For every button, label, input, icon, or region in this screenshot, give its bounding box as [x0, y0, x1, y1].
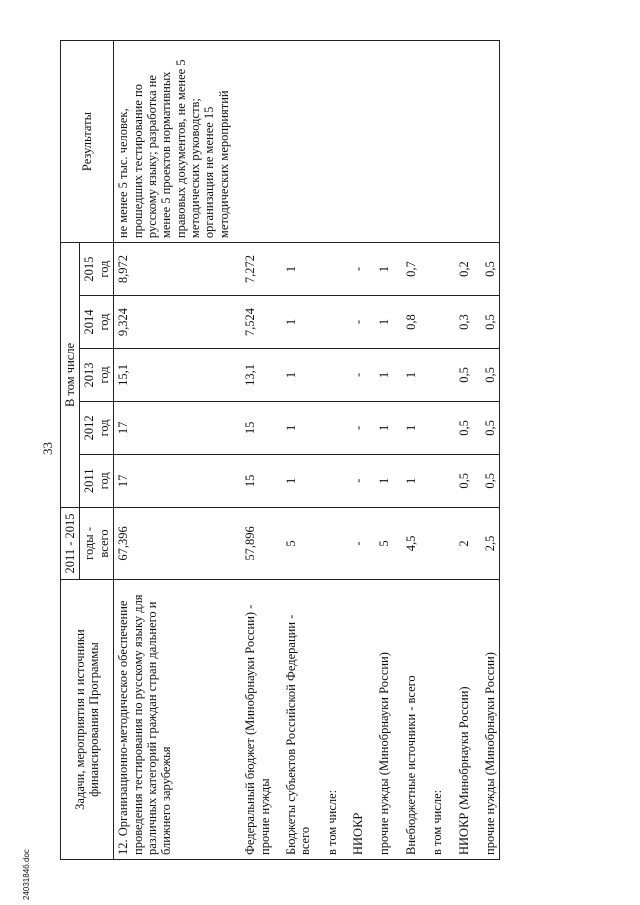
row-year-value: 0,3 — [447, 296, 473, 349]
row-year-value: 1 — [367, 296, 393, 349]
row-year-value: 1 — [274, 296, 315, 349]
row-year-value: 17 — [114, 401, 234, 454]
row-year-value — [315, 243, 341, 296]
row-total: 2 — [447, 507, 473, 579]
row-year-value: 0,5 — [473, 243, 500, 296]
row-year-value: 0,5 — [473, 401, 500, 454]
row-result — [447, 41, 473, 243]
row-year-value: 9,324 — [114, 296, 234, 349]
header-including: В том числе — [61, 243, 80, 508]
row-result — [274, 41, 315, 243]
footer-filename: 2403184б.doc — [22, 849, 31, 900]
row-task: Бюджеты субъектов Российской Федерации - всего — [274, 580, 315, 860]
page-number: 33 — [40, 442, 55, 455]
row-year-value: 0,5 — [473, 296, 500, 349]
table-row — [341, 41, 367, 860]
row-year-value: 0,5 — [447, 348, 473, 401]
row-year-value: 15 — [233, 454, 274, 507]
row-year-value: 1 — [394, 348, 420, 401]
row-task: Внебюджетные источники - всего — [394, 580, 420, 860]
row-year-value: 0,5 — [473, 348, 500, 401]
row-year-value: 0,5 — [473, 454, 500, 507]
row-year-value: 1 — [367, 243, 393, 296]
table-row — [315, 41, 341, 860]
row-year-value — [315, 454, 341, 507]
row-total — [420, 507, 446, 579]
program-table — [60, 40, 500, 860]
row-year-value: 1 — [274, 401, 315, 454]
header-year: 2015 год — [80, 243, 114, 296]
row-task: 12. Организационно-методическое обеспечение проведения тестирования по русскому языку для различных категорий граждан стран дальнего и ближнего зарубежья — [114, 580, 234, 860]
row-year-value — [420, 454, 446, 507]
row-result: не менее 5 тыс. человек, прошедших тестирование по русскому языку; разработка не менее 5 проектов нормативных правовых документов, не менее 5 методических руководств; организация не менее 15 методических мероприятий — [114, 41, 234, 243]
row-result — [473, 41, 500, 243]
row-year-value — [315, 401, 341, 454]
row-total: 67,396 — [114, 507, 234, 579]
row-year-value — [420, 243, 446, 296]
row-year-value: 1 — [367, 401, 393, 454]
landscape-page — [60, 40, 605, 860]
row-task: в том числе: — [420, 580, 446, 860]
header-year: 2012 год — [80, 401, 114, 454]
row-year-value: - — [341, 296, 367, 349]
row-task: в том числе: — [315, 580, 341, 860]
row-task: Федеральный бюджет (Минобрнауки России) - прочие нужды — [233, 580, 274, 860]
row-year-value: 1 — [274, 243, 315, 296]
header-period: 2011 - 2015 — [61, 507, 80, 579]
row-year-value: 0,5 — [447, 401, 473, 454]
table-row — [394, 41, 420, 860]
row-year-value — [420, 296, 446, 349]
row-task: прочие нужды (Минобрнауки России) — [367, 580, 393, 860]
row-year-value: 1 — [367, 454, 393, 507]
row-year-value: 0,5 — [447, 454, 473, 507]
row-total: 4,5 — [394, 507, 420, 579]
row-task: НИОКР (Минобрнауки России) — [447, 580, 473, 860]
row-result — [394, 41, 420, 243]
row-year-value: 17 — [114, 454, 234, 507]
header-results: Результаты — [61, 41, 114, 243]
row-total: 5 — [367, 507, 393, 579]
table-row — [420, 41, 446, 860]
row-year-value: - — [341, 454, 367, 507]
row-total: - — [341, 507, 367, 579]
row-year-value — [315, 296, 341, 349]
header-year: 2014 год — [80, 296, 114, 349]
row-year-value — [420, 401, 446, 454]
row-result — [420, 41, 446, 243]
table-row — [274, 41, 315, 860]
row-year-value: 0,2 — [447, 243, 473, 296]
row-total — [315, 507, 341, 579]
row-task: прочие нужды (Минобрнауки России) — [473, 580, 500, 860]
header-year: 2011 год — [80, 454, 114, 507]
row-result — [367, 41, 393, 243]
row-task: НИОКР — [341, 580, 367, 860]
row-year-value: 15 — [233, 401, 274, 454]
row-year-value: 1 — [367, 348, 393, 401]
row-total: 57,896 — [233, 507, 274, 579]
row-year-value: 1 — [394, 401, 420, 454]
table-row — [367, 41, 393, 860]
header-total: годы - всего — [80, 507, 114, 579]
row-year-value: 13,1 — [233, 348, 274, 401]
row-year-value — [315, 348, 341, 401]
row-year-value: 7,524 — [233, 296, 274, 349]
table-row — [114, 41, 234, 860]
row-year-value: - — [341, 243, 367, 296]
table-row — [233, 41, 274, 860]
row-year-value: 0,7 — [394, 243, 420, 296]
row-year-value: 8,972 — [114, 243, 234, 296]
row-year-value: 7,272 — [233, 243, 274, 296]
row-year-value: 1 — [394, 454, 420, 507]
row-total: 2,5 — [473, 507, 500, 579]
row-year-value: - — [341, 348, 367, 401]
row-year-value: 15,1 — [114, 348, 234, 401]
header-task: Задачи, мероприятия и источники финансирования Программы — [61, 580, 114, 860]
header-year: 2013 год — [80, 348, 114, 401]
row-year-value: 1 — [274, 348, 315, 401]
row-year-value — [420, 348, 446, 401]
table-row — [473, 41, 500, 860]
row-result — [233, 41, 274, 243]
row-year-value: - — [341, 401, 367, 454]
row-year-value: 1 — [274, 454, 315, 507]
table-row — [447, 41, 473, 860]
row-total: 5 — [274, 507, 315, 579]
row-year-value: 0,8 — [394, 296, 420, 349]
row-result — [315, 41, 341, 243]
row-result — [341, 41, 367, 243]
